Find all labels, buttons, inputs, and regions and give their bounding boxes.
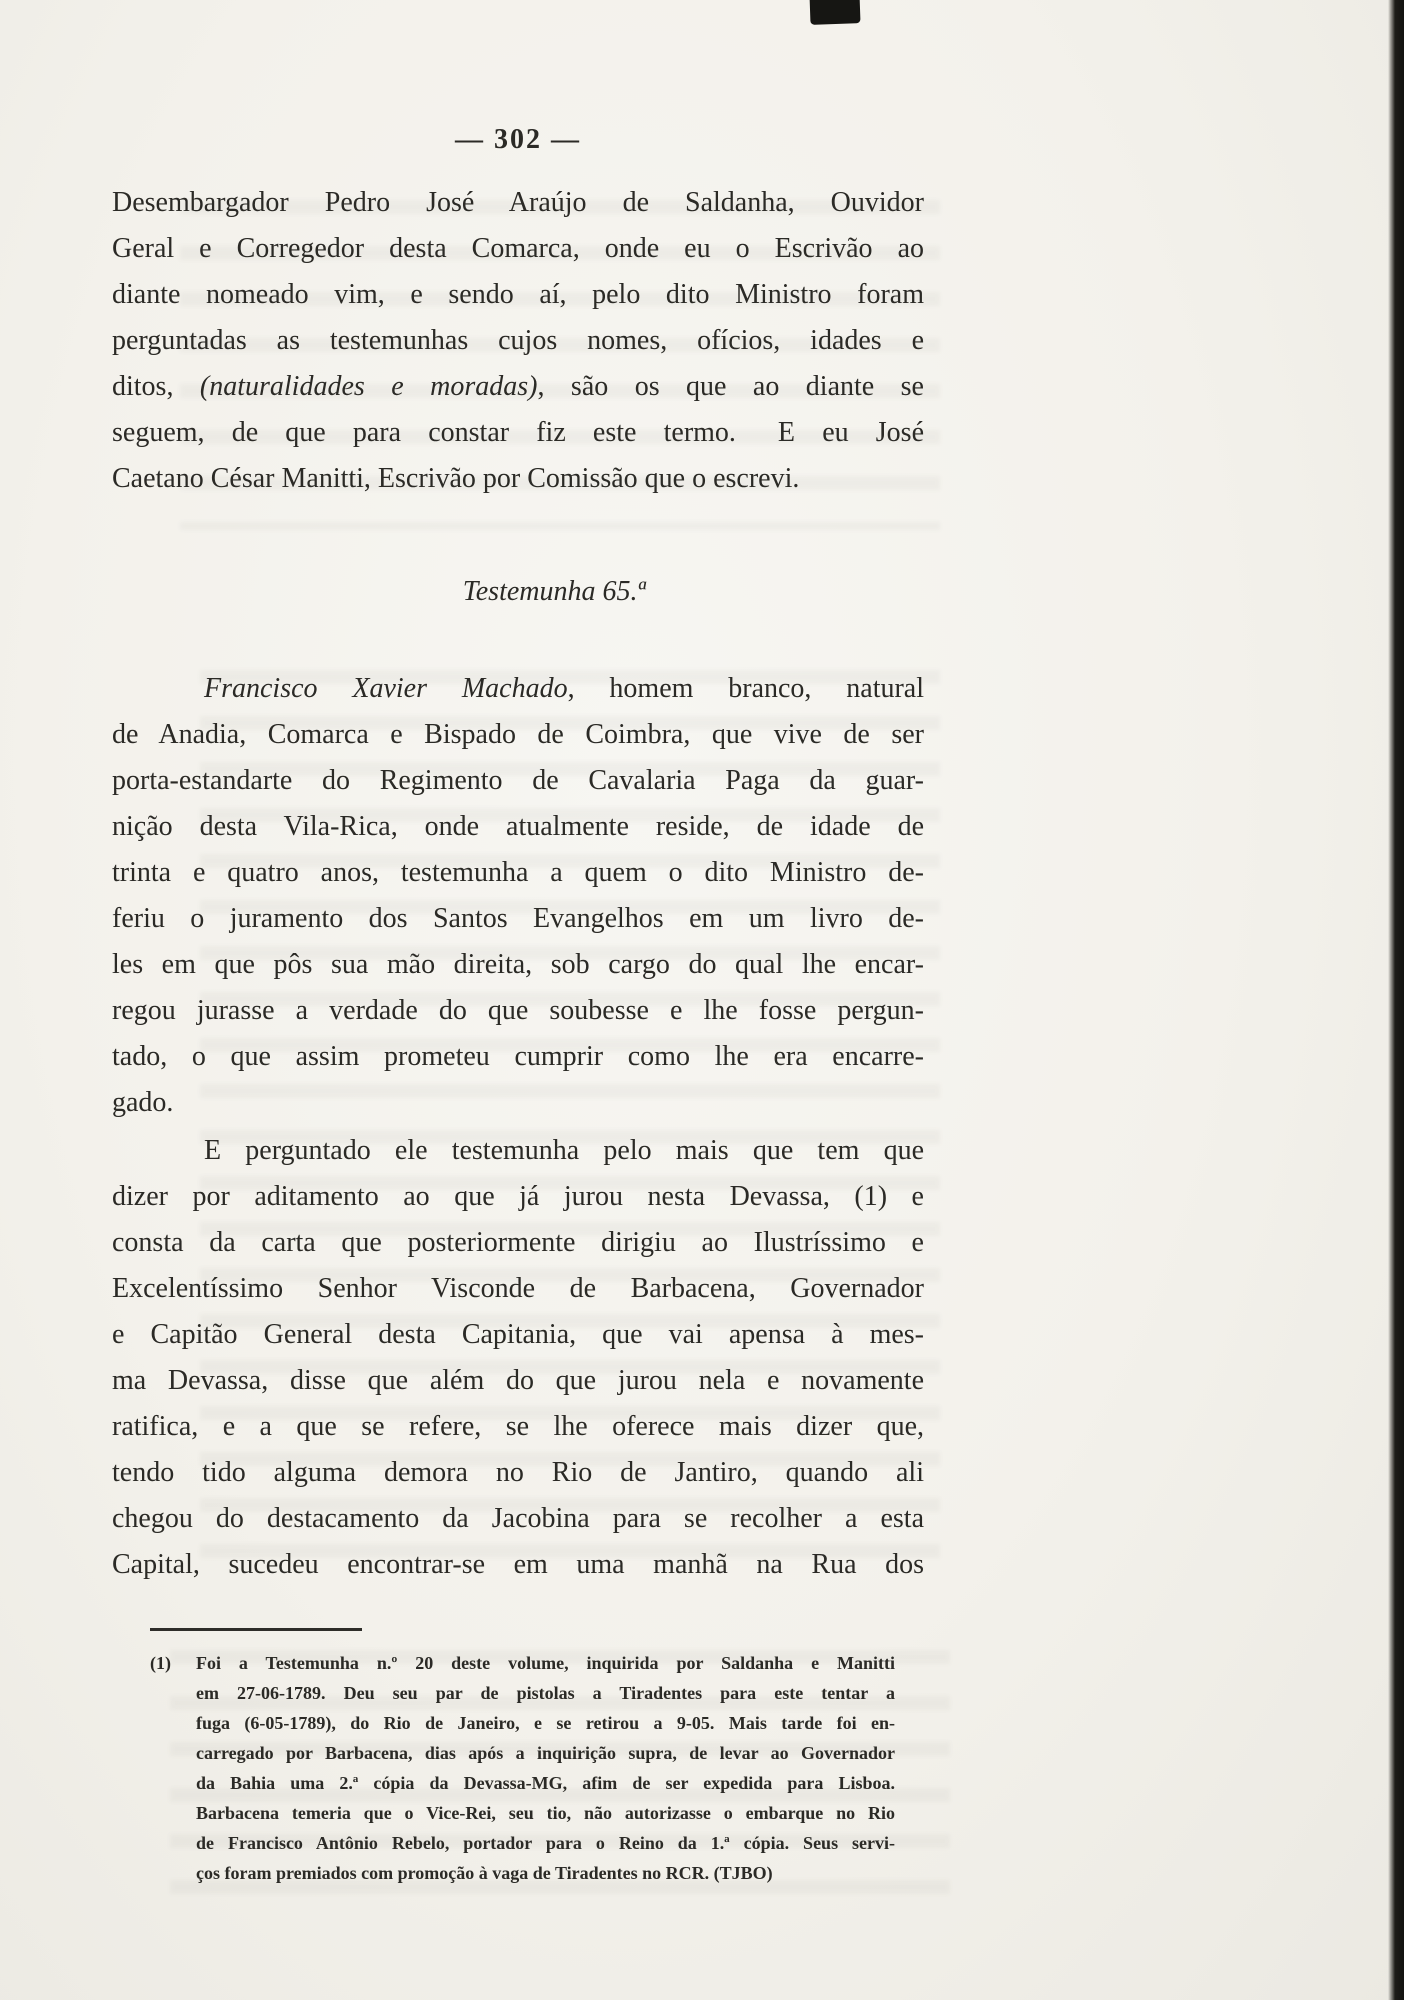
footnote-line: em 27-06-1789. Deu seu par de pistolas a Tiradentes para este tentar a: [196, 1683, 895, 1703]
footnote-line: carregado por Barbacena, dias após a inquirição supra, de levar ao Governador: [196, 1743, 895, 1763]
text-line: ma Devassa, disse que além do que jurou nela e novamente: [112, 1365, 924, 1396]
text-line: [112, 364, 924, 410]
text-line: Capital, sucedeu encontrar-se em uma manhã na Rua dos: [112, 1549, 924, 1580]
footnote-line: [150, 1648, 895, 1678]
text-line: regou jurasse a verdade do que soubesse e lhe fosse pergun-: [112, 995, 924, 1026]
text-line: tendo tido alguma demora no Rio de Jantiro, quando ali: [112, 1457, 924, 1488]
text-line: trinta e quatro anos, testemunha a quem o dito Ministro de-: [112, 857, 924, 888]
text-line: Caetano César Manitti, Escrivão por Comissão que o escrevi.: [112, 463, 800, 494]
text-line: de Anadia, Comarca e Bispado de Coimbra, que vive de ser: [112, 719, 924, 750]
text-line: e Capitão General desta Capitania, que vai apensa à mes-: [112, 1319, 924, 1350]
paragraph-testimony: [112, 1128, 924, 1588]
text-line: chegou do destacamento da Jacobina para se recolher a esta: [112, 1503, 924, 1534]
text-line: les em que pôs sua mão direita, sob cargo do qual lhe encar-: [112, 949, 924, 980]
text-line: Desembargador Pedro José Araújo de Saldanha, Ouvidor: [112, 187, 924, 218]
text-line: Geral e Corregedor desta Comarca, onde eu o Escrivão ao: [112, 233, 924, 264]
ink-smudge-mark: [809, 0, 860, 25]
text-line: [112, 666, 924, 712]
text-segment: , homem branco, natural: [567, 673, 925, 704]
text-line: diante nomeado vim, e sendo aí, pelo dito Ministro foram: [112, 279, 924, 310]
text-line: porta-estandarte do Regimento de Cavalaria Paga da guar-: [112, 765, 924, 796]
footnote: [150, 1648, 895, 1888]
footnote-line: fuga (6-05-1789), do Rio de Janeiro, e se retirou a 9-05. Mais tarde foi en-: [196, 1713, 895, 1733]
paragraph-witness-description: [112, 666, 924, 1126]
text-line: gado.: [112, 1087, 174, 1118]
footnote-line: da Bahia uma 2.ª cópia da Devassa-MG, afim de ser expedida para Lisboa.: [196, 1773, 895, 1793]
text-line: Excelentíssimo Senhor Visconde de Barbacena, Governador: [112, 1273, 924, 1304]
witness-heading: Testemunha 65.ª: [462, 576, 646, 607]
text-segment: ditos,: [112, 371, 200, 402]
text-line: ratifica, e a que se refere, se lhe oferece mais dizer que,: [112, 1411, 924, 1442]
text-line: seguem, de que para constar fiz este termo. E eu José: [112, 417, 924, 448]
text-segment-italic: (naturalidades e moradas): [199, 371, 538, 402]
page-number: — 302 —: [455, 124, 581, 155]
text-line: tado, o que assim prometeu cumprir como lhe era encarre-: [112, 1041, 924, 1072]
text-line: E perguntado ele testemunha pelo mais que tem que: [204, 1135, 924, 1166]
footnote-line: Barbacena temeria que o Vice-Rei, seu tio, não autorizasse o embarque no Rio: [196, 1803, 895, 1823]
text-segment: , são os que ao diante se: [537, 371, 924, 402]
witness-name-italic: Francisco Xavier Machado: [204, 673, 568, 704]
footnote-line: ços foram premiados com promoção à vaga de Tiradentes no RCR. (TJBO): [196, 1863, 773, 1883]
text-line: nição desta Vila-Rica, onde atualmente reside, de idade de: [112, 811, 924, 842]
footnote-marker: (1): [150, 1653, 171, 1673]
footnote-line: de Francisco Antônio Rebelo, portador para o Reino da 1.ª cópia. Seus servi-: [196, 1833, 895, 1853]
paragraph-opening: [112, 180, 924, 502]
footnote-separator: [150, 1628, 362, 1631]
text-line: dizer por aditamento ao que já jurou nesta Devassa, (1) e: [112, 1181, 924, 1212]
text-line: feriu o juramento dos Santos Evangelhos em um livro de-: [112, 903, 924, 934]
text-line: perguntadas as testemunhas cujos nomes, ofícios, idades e: [112, 325, 924, 356]
text-segment: Foi a Testemunha n.º 20 deste volume, inquirida por Saldanha e Manitti: [196, 1653, 895, 1673]
text-line: consta da carta que posteriormente dirigiu ao Ilustríssimo e: [112, 1227, 924, 1258]
scan-edge-shadow: [1388, 0, 1404, 2000]
